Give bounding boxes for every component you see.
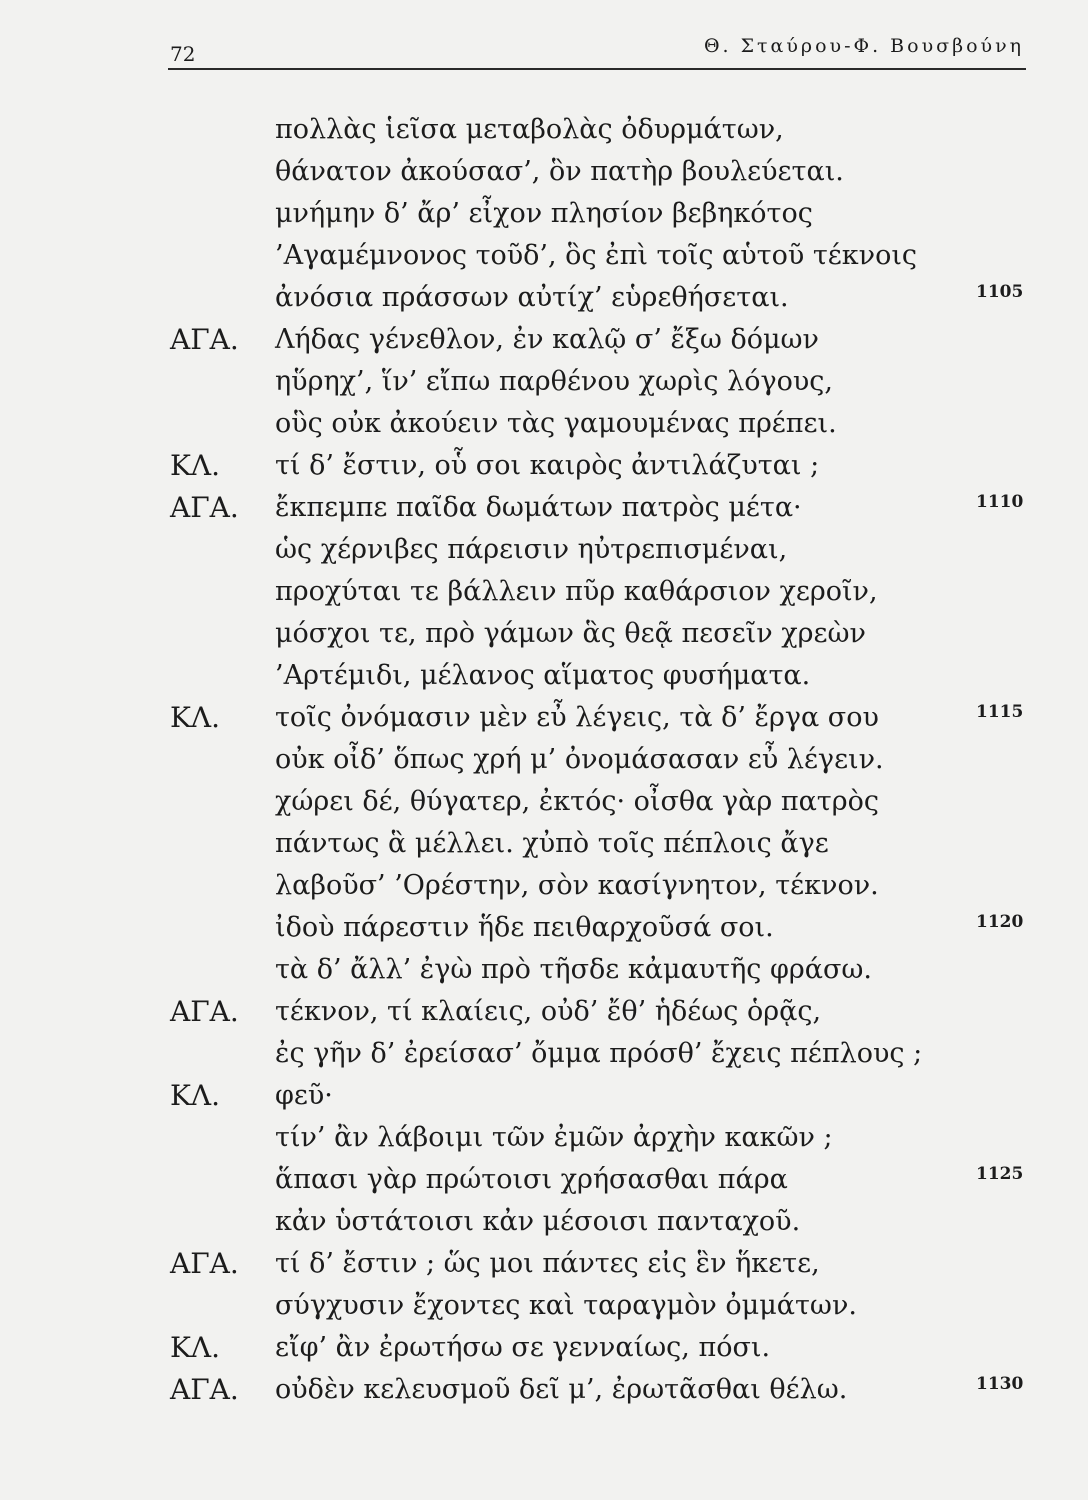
verse-line (0, 823, 1088, 865)
speaker-label: ΚΛ. (170, 1331, 221, 1364)
verse-text: ’Αγαμέμνονος τοῦδ’, ὃς ἐπὶ τοῖς αὑτοῦ τέκνοις (275, 240, 918, 271)
verse-text: ἰδοὺ πάρεστιν ἥδε πειθαρχοῦσά σοι. (275, 912, 774, 943)
verse-text: τὰ δ’ ἄλλ’ ἐγὼ πρὸ τῆσδε κἀμαυτῆς φράσω. (275, 954, 873, 985)
verse-text: οὐδὲν κελευσμοῦ δεῖ μ’, ἐρωτᾶσθαι θέλω. (275, 1374, 848, 1405)
verse-line (0, 1243, 1088, 1285)
line-number: 1130 (976, 1374, 1024, 1394)
verse-line (0, 487, 1088, 529)
verse-line (0, 1033, 1088, 1075)
page-number: 72 (170, 42, 196, 66)
verse-text: μνήμην δ’ ἄρ’ εἶχον πλησίον βεβηκότος (275, 198, 813, 229)
verse-text: μόσχοι τε, πρὸ γάμων ἃς θεᾷ πεσεῖν χρεὼν (275, 618, 866, 649)
line-number: 1125 (976, 1164, 1024, 1184)
verse-text: σύγχυσιν ἔχοντες καὶ ταραγμὸν ὀμμάτων. (275, 1290, 857, 1321)
verse-line (0, 445, 1088, 487)
verse-text: φεῦ· (275, 1080, 333, 1111)
speaker-label: ΑΓΑ. (170, 323, 239, 356)
speaker-label: ΑΓΑ. (170, 1247, 239, 1280)
verse-text: λαβοῦσ’ ’Ορέστην, σὸν κασίγνητον, τέκνον. (275, 870, 879, 901)
verse-text: οὐκ οἶδ’ ὅπως χρή μ’ ὀνομάσασαν εὖ λέγειν. (275, 744, 884, 775)
verse-text: ηὕρηχ’, ἵν’ εἴπω παρθένου χωρὶς λόγους, (275, 366, 834, 397)
verse-text: πάντως ἃ μέλλει. χὐπὸ τοῖς πέπλοις ἄγε (275, 828, 829, 859)
verse-line (0, 991, 1088, 1033)
speaker-label: ΚΛ. (170, 701, 221, 734)
speaker-label: ΚΛ. (170, 1079, 221, 1112)
verse-text: τέκνον, τί κλαίεις, οὐδ’ ἔθ’ ἡδέως ὁρᾷς, (275, 996, 822, 1027)
speaker-label: ΑΓΑ. (170, 491, 239, 524)
verse-text: τί δ’ ἔστιν ; ὥς μοι πάντες εἰς ἓν ἥκετε, (275, 1248, 820, 1279)
verse-line (0, 1285, 1088, 1327)
verse-text: χώρει δέ, θύγατερ, ἐκτός· οἶσθα γὰρ πατρὸς (275, 786, 879, 817)
verse-line (0, 235, 1088, 277)
verse-text: πολλὰς ἱεῖσα μεταβολὰς ὀδυρμάτων, (275, 114, 784, 145)
header-rule (168, 68, 1026, 70)
verse-line (0, 1159, 1088, 1201)
verse-line (0, 277, 1088, 319)
verse-text: οὓς οὐκ ἀκούειν τὰς γαμουμένας πρέπει. (275, 408, 837, 439)
line-number: 1115 (976, 702, 1024, 722)
running-head: Θ. Σταύρου-Φ. Βουσβούνη (703, 35, 1024, 57)
verse-line (0, 403, 1088, 445)
speaker-label: ΚΛ. (170, 449, 221, 482)
verse-text: θάνατον ἀκούσασ’, ὃν πατὴρ βουλεύεται. (275, 156, 844, 187)
verse-text: τί δ’ ἔστιν, οὗ σοι καιρὸς ἀντιλάζυται ; (275, 450, 820, 481)
verse-line (0, 1201, 1088, 1243)
speaker-label: ΑΓΑ. (170, 1373, 239, 1406)
verse-text: ἅπασι γὰρ πρώτοισι χρήσασθαι πάρα (275, 1164, 788, 1195)
line-number: 1105 (976, 282, 1024, 302)
verse-text: τοῖς ὀνόμασιν μὲν εὖ λέγεις, τὰ δ’ ἔργα σου (275, 702, 879, 733)
line-number: 1110 (976, 492, 1024, 512)
verse-text: ’Αρτέμιδι, μέλανος αἵματος φυσήματα. (275, 660, 811, 691)
verse-line (0, 529, 1088, 571)
verse-line (0, 319, 1088, 361)
verse-text: ὡς χέρνιβες πάρεισιν ηὐτρεπισμέναι, (275, 534, 788, 565)
verse-line (0, 655, 1088, 697)
line-number: 1120 (976, 912, 1024, 932)
verse-block (0, 109, 1088, 1411)
verse-text: ἐς γῆν δ’ ἐρείσασ’ ὄμμα πρόσθ’ ἔχεις πέπλους ; (275, 1038, 923, 1069)
verse-line (0, 907, 1088, 949)
verse-line (0, 1117, 1088, 1159)
verse-line (0, 739, 1088, 781)
verse-line (0, 1327, 1088, 1369)
verse-text: κἀν ὑστάτοισι κἀν μέσοισι πανταχοῦ. (275, 1206, 801, 1237)
verse-text: εἴφ’ ἂν ἐρωτήσω σε γενναίως, πόσι. (275, 1332, 771, 1363)
speaker-label: ΑΓΑ. (170, 995, 239, 1028)
verse-text: προχύται τε βάλλειν πῦρ καθάρσιον χεροῖν, (275, 576, 878, 607)
verse-line (0, 865, 1088, 907)
verse-line (0, 1075, 1088, 1117)
verse-line (0, 697, 1088, 739)
verse-line (0, 193, 1088, 235)
verse-text: Λήδας γένεθλον, ἐν καλῷ σ’ ἔξω δόμων (275, 324, 819, 355)
verse-text: τίν’ ἂν λάβοιμι τῶν ἐμῶν ἀρχὴν κακῶν ; (275, 1122, 833, 1153)
verse-line (0, 571, 1088, 613)
verse-line (0, 949, 1088, 991)
verse-line (0, 151, 1088, 193)
verse-line (0, 361, 1088, 403)
verse-line (0, 1369, 1088, 1411)
verse-text: ἔκπεμπε παῖδα δωμάτων πατρὸς μέτα· (275, 492, 802, 523)
verse-line (0, 781, 1088, 823)
verse-line (0, 613, 1088, 655)
verse-text: ἀνόσια πράσσων αὐτίχ’ εὑρεθήσεται. (275, 282, 789, 313)
verse-line (0, 109, 1088, 151)
